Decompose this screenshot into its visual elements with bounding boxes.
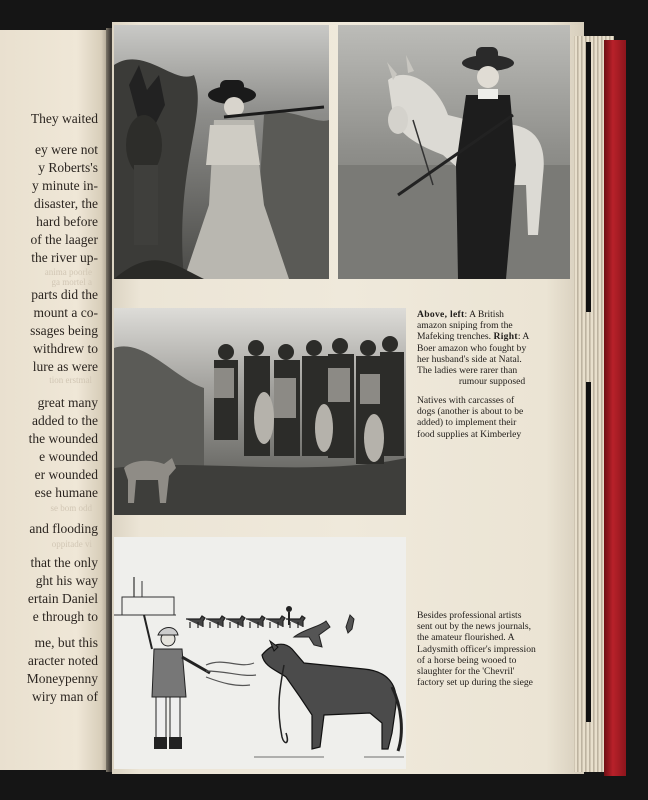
photo-british-amazon [114,25,329,279]
red-book-cover [604,40,626,776]
text-line: lure as were [32,359,98,374]
caption-natives: Natives with carcasses of dogs (another is about to be added) to implement their food supplies at Kimberley [417,395,524,440]
text-line: ght his way [35,573,98,588]
left-page: They waited ey were not y Roberts's y minute in- disaster, the hard before of the laager the river up- anima poorle ga mortel a parts did the mount a co- ssages being withdrew to lure as were tion erstmal great many added to the the wounded e wounded er wounded ese humane se bom odd and flooding oppitade vi that the only ght his way ertain Daniel e through to me, but this aracter noted Moneypenny wiry man of [0,30,110,770]
text-line: ssages being [30,323,98,338]
text-line: me, but this [34,635,98,650]
text-line: the wounded [28,431,98,446]
text-line: ese humane [34,485,98,500]
text-line: They waited [30,111,98,126]
photo-boer-amazon [338,25,570,279]
text-line: great many [37,395,98,410]
text-line: the river up- [31,250,98,265]
text-line: withdrew to [33,341,98,356]
text-line: parts did the [31,287,98,302]
text-line: of the laager [30,232,98,247]
text-line: y minute in- [32,178,98,193]
caption-sketch: Besides professional artists sent out by the news journals, the amateur flourished. A Ladysmith officer's impression of a horse being wooed to slaughter for the 'Chevril' factory set up during the siege [417,610,536,689]
text-line: y Roberts's [38,160,98,175]
text-line: added to the [32,413,98,428]
text-line: e through to [32,609,98,624]
sketch-ladysmith-horse [114,537,406,769]
text-line: disaster, the [34,196,98,211]
text-line: wiry man of [32,689,98,704]
text-line: hard before [36,214,98,229]
text-line: that the only [30,555,98,570]
text-line: ey were not [35,142,98,157]
text-line: er wounded [34,467,98,482]
text-line: ertain Daniel [27,591,98,606]
caption-amazons: Above, left: A British amazon sniping from the Mafeking trenches. Right: A Boer amazon who fought by her husband's side at Natal. The ladies were rarer than rumour supposed [417,309,530,388]
text-line: and flooding [29,521,98,536]
text-line: Moneypenny [26,671,98,686]
photo-natives-kimberley [114,308,406,515]
right-page [112,22,584,774]
text-line: e wounded [39,449,98,464]
text-line: aracter noted [27,653,98,668]
text-line: mount a co- [33,305,98,320]
book-spread [0,22,628,782]
